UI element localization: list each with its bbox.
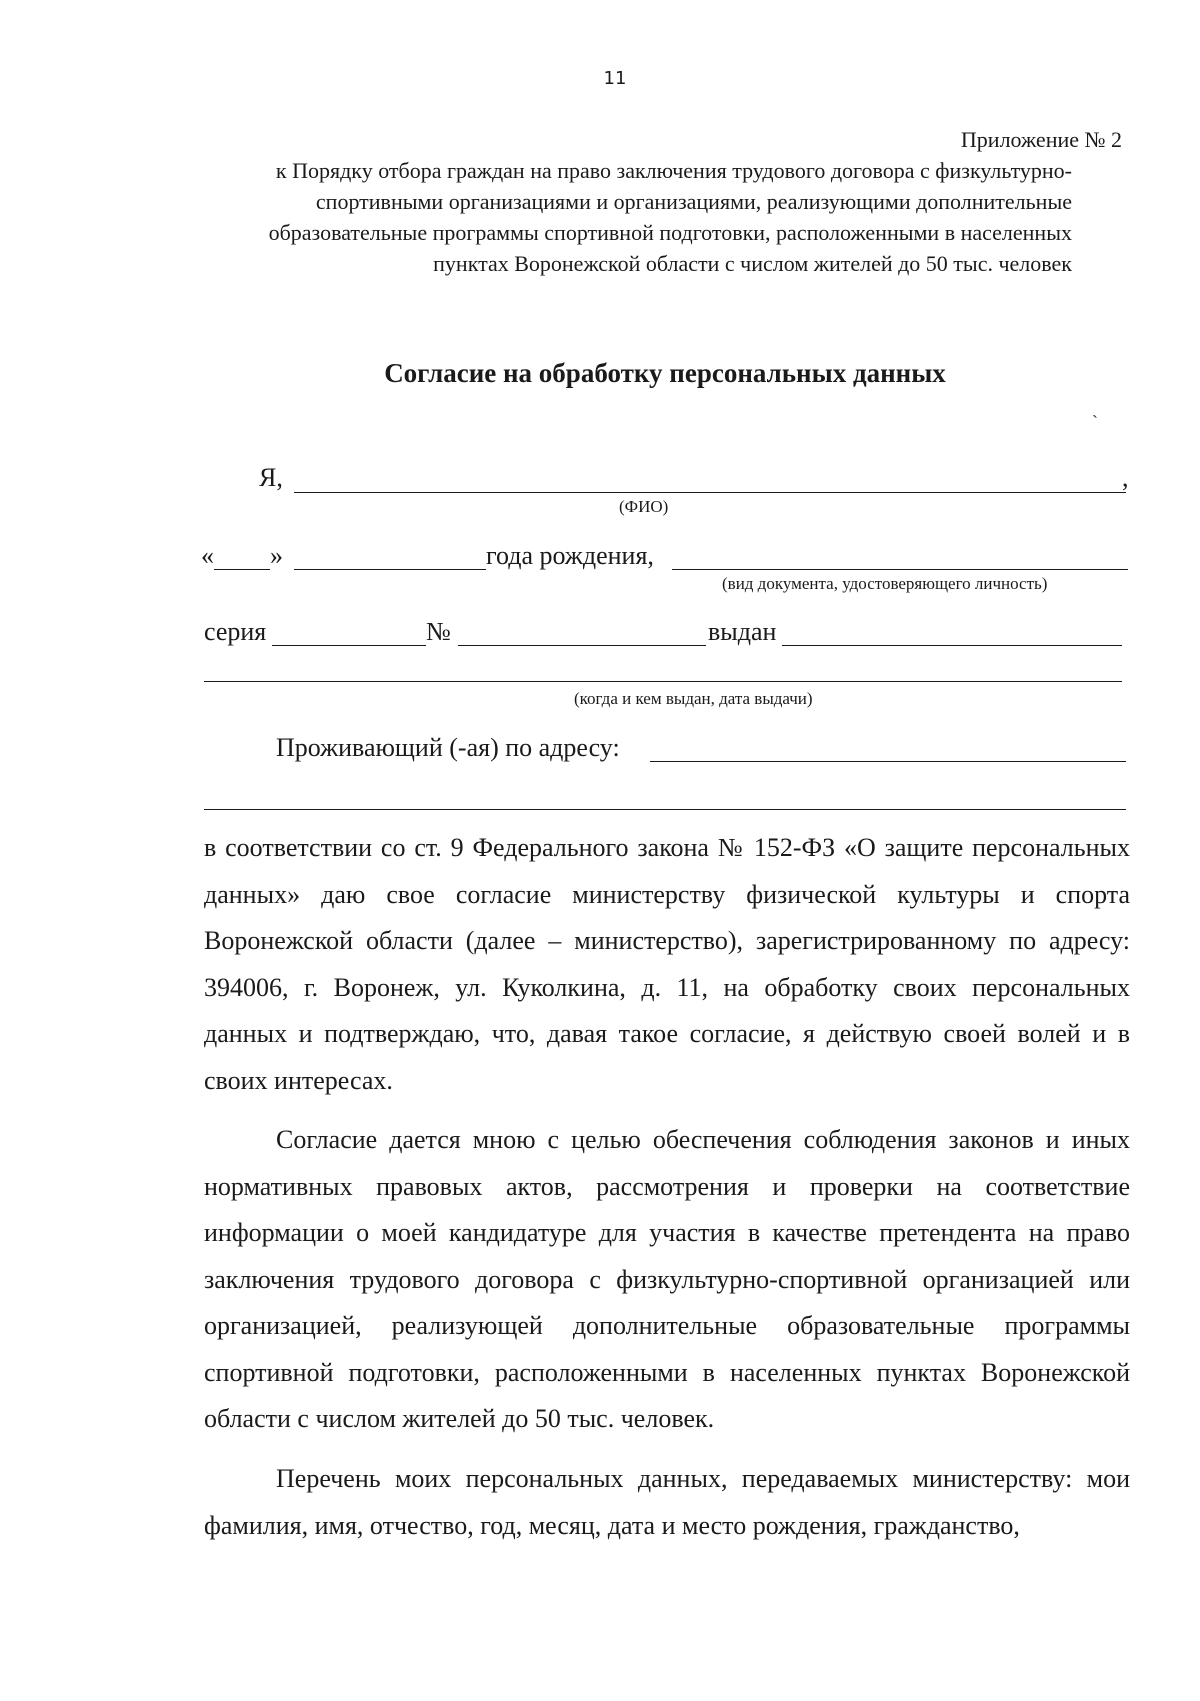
i-label: Я, xyxy=(259,463,283,492)
appendix-reference-line-3: образовательные программы спортивной подготовки, расположенными в населенных xyxy=(268,220,1072,245)
birth-label: года рождения, xyxy=(486,541,654,570)
appendix-reference-line-4: пунктах Воронежской области с числом жителей до 50 тыс. человек xyxy=(433,251,1072,276)
address-line[interactable] xyxy=(650,761,1126,762)
birth-month-year-line[interactable] xyxy=(294,569,486,570)
number-line[interactable] xyxy=(458,645,706,646)
consent-paragraph: в соответствии со ст. 9 Федерального закона № 152-ФЗ «О защите персональных данных» даю свое согласие министерству физической культуры и спорта Воронежской области (далее – министерство), зарегистрированному по адресу: 394006, г. Воронеж, ул. Куколкина, д. 11, на обработку своих персональных данных и подтверждаю, что, давая такое согласие, я действую своей волей и в своих интересах. xyxy=(204,833,1130,1095)
quote-close: » xyxy=(270,541,283,570)
scan-mark: ˏ xyxy=(1092,398,1098,418)
document-type-line[interactable] xyxy=(672,569,1128,570)
issued-details-line[interactable] xyxy=(204,681,1122,682)
appendix-reference-line-1: к Порядку отбора граждан на право заключения трудового договора с физкультурно- xyxy=(275,158,1072,183)
fio-comma: , xyxy=(1122,463,1129,492)
address-label: Проживающий (-ая) по адресу: xyxy=(276,733,620,762)
birth-day-line[interactable] xyxy=(214,569,270,570)
appendix-reference-line-2: спортивными организациями и организациями, реализующими дополнительные xyxy=(315,189,1072,214)
page-number: 11 xyxy=(603,68,627,89)
issued-caption: (когда и кем выдан, дата выдачи) xyxy=(574,689,813,708)
appendix-reference xyxy=(172,155,1072,279)
series-line[interactable] xyxy=(272,645,426,646)
series-label: серия xyxy=(204,617,267,646)
issued-label: выдан xyxy=(708,617,777,646)
fio-line[interactable] xyxy=(294,492,1126,493)
document-type-caption: (вид документа, удостоверяющего личность) xyxy=(722,574,1048,593)
data-list-paragraph: Перечень моих персональных данных, передаваемых министерству: мои фамилия, имя, отчество, год, месяц, дата и место рождения, гражданство, xyxy=(204,1464,1130,1540)
issued-line[interactable] xyxy=(782,645,1122,646)
document-title: Согласие на обработку персональных данных xyxy=(384,358,946,388)
number-label: № xyxy=(426,617,451,646)
address-line-2[interactable] xyxy=(204,809,1126,810)
quote-open: « xyxy=(201,541,214,570)
appendix-label: Приложение № 2 xyxy=(960,127,1122,152)
purpose-paragraph: Согласие дается мною с целью обеспечения соблюдения законов и иных нормативных правовых актов, рассмотрения и проверки на соответствие информации о моей кандидатуре для участия в качестве претендента на право заключения трудового договора с физкультурно-спортивной организацией или организацией, реализующей дополнительные образовательные программы спортивной подготовки, расположенными в населенных пунктах Воронежской области с числом жителей до 50 тыс. человек. xyxy=(204,1125,1130,1433)
fio-caption: (ФИО) xyxy=(619,497,669,516)
